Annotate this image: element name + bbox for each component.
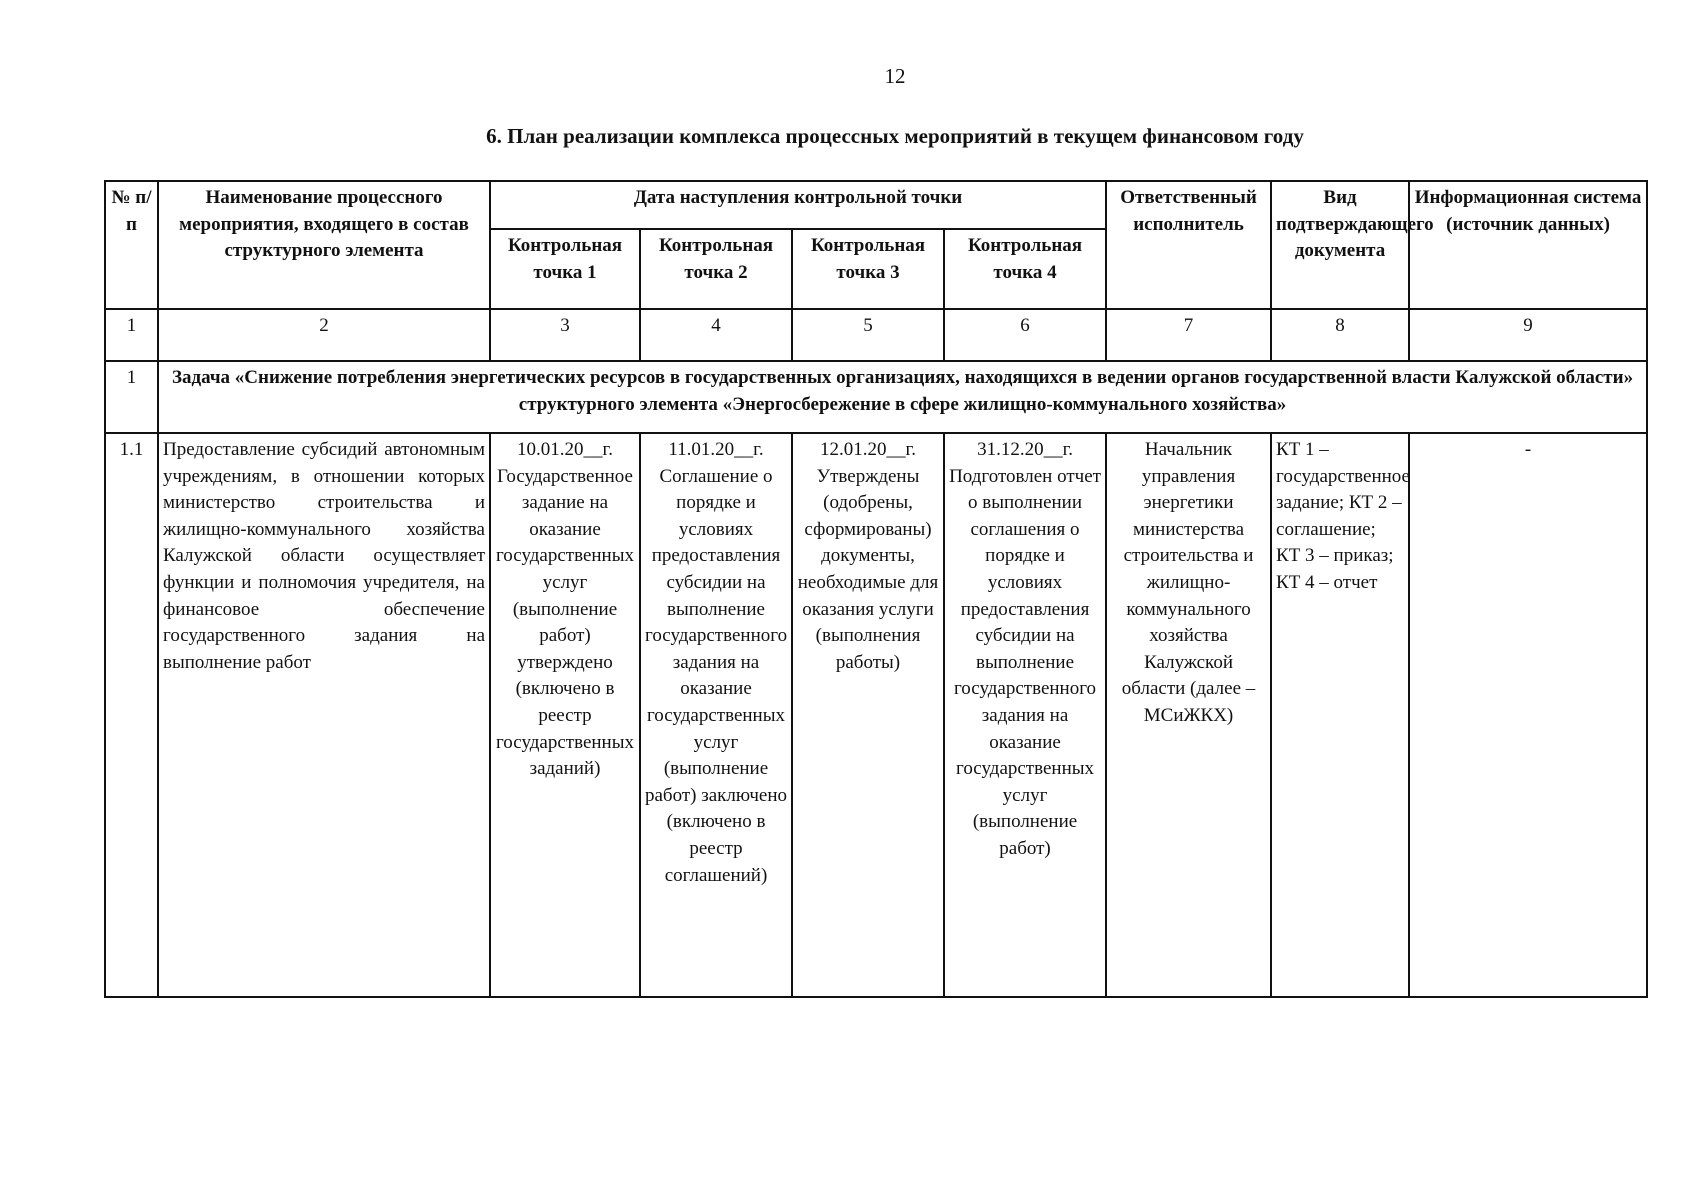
- task-text: Задача «Снижение потребления энергетических ресурсов в государственных организациях, находящихся в ведении органов государственной власти Калужской области» структурного элемента «Энергосбережение в сфере жилищно-коммунального хозяйства»: [158, 361, 1647, 433]
- task-num: 1: [105, 361, 158, 433]
- header-num: № п/п: [105, 181, 158, 309]
- header-doc-type: Вид подтверждающего документа: [1271, 181, 1409, 309]
- column-number: 3: [490, 309, 640, 361]
- page-title: 6. План реализации комплекса процессных мероприятий в текущем финансовом году: [486, 124, 1304, 148]
- header-kt1: Контрольная точка 1: [490, 229, 640, 309]
- column-number: 8: [1271, 309, 1409, 361]
- header-kt4: Контрольная точка 4: [944, 229, 1106, 309]
- page-number: 12: [884, 64, 906, 88]
- column-numbers-row: [105, 309, 1647, 361]
- column-number: 5: [792, 309, 944, 361]
- header-responsible: Ответственный исполнитель: [1106, 181, 1271, 309]
- column-number: 9: [1409, 309, 1647, 361]
- row-kt2: 11.01.20__г. Соглашение о порядке и условиях предоставления субсидии на выполнение государственного задания на оказание государственных услуг (выполнение работ) заключено (включено в реестр соглашений): [640, 433, 792, 997]
- header-kt2: Контрольная точка 2: [640, 229, 792, 309]
- header-date-group: Дата наступления контрольной точки: [490, 181, 1106, 229]
- plan-table: [104, 180, 1648, 998]
- column-number: 1: [105, 309, 158, 361]
- header-name: Наименование процессного мероприятия, входящего в состав структурного элемента: [158, 181, 490, 309]
- row-responsible: Начальник управления энергетики министерства строительства и жилищно-коммунального хозяйства Калужской области (далее – МСиЖКХ): [1106, 433, 1271, 997]
- column-number: 6: [944, 309, 1106, 361]
- header-row-top: [105, 181, 1647, 229]
- row-num: 1.1: [105, 433, 158, 997]
- row-name: Предоставление субсидий автономным учреждениям, в отношении которых министерство строительства и жилищно-коммунального хозяйства Калужской области осуществляет функции и полномочия учредителя, на финансовое обеспечение государственного задания на выполнение работ: [158, 433, 490, 997]
- row-kt1: 10.01.20__г. Государственное задание на оказание государственных услуг (выполнение работ) утверждено (включено в реестр государственных заданий): [490, 433, 640, 997]
- row-doc-type: КТ 1 – государственное задание; КТ 2 – соглашение; КТ 3 – приказ; КТ 4 – отчет: [1271, 433, 1409, 997]
- column-number: 7: [1106, 309, 1271, 361]
- row-kt4: 31.12.20__г. Подготовлен отчет о выполнении соглашения о порядке и условиях предоставления субсидии на выполнение государственного задания на оказание государственных услуг (выполнение работ): [944, 433, 1106, 997]
- row-kt3: 12.01.20__г. Утверждены (одобрены, сформированы) документы, необходимые для оказания услуги (выполнения работы): [792, 433, 944, 997]
- header-info-system: Информационная система (источник данных): [1409, 181, 1647, 309]
- column-number: 2: [158, 309, 490, 361]
- header-kt3: Контрольная точка 3: [792, 229, 944, 309]
- row-info-system: -: [1409, 433, 1647, 997]
- table-row: [105, 433, 1647, 997]
- task-row: [105, 361, 1647, 433]
- column-number: 4: [640, 309, 792, 361]
